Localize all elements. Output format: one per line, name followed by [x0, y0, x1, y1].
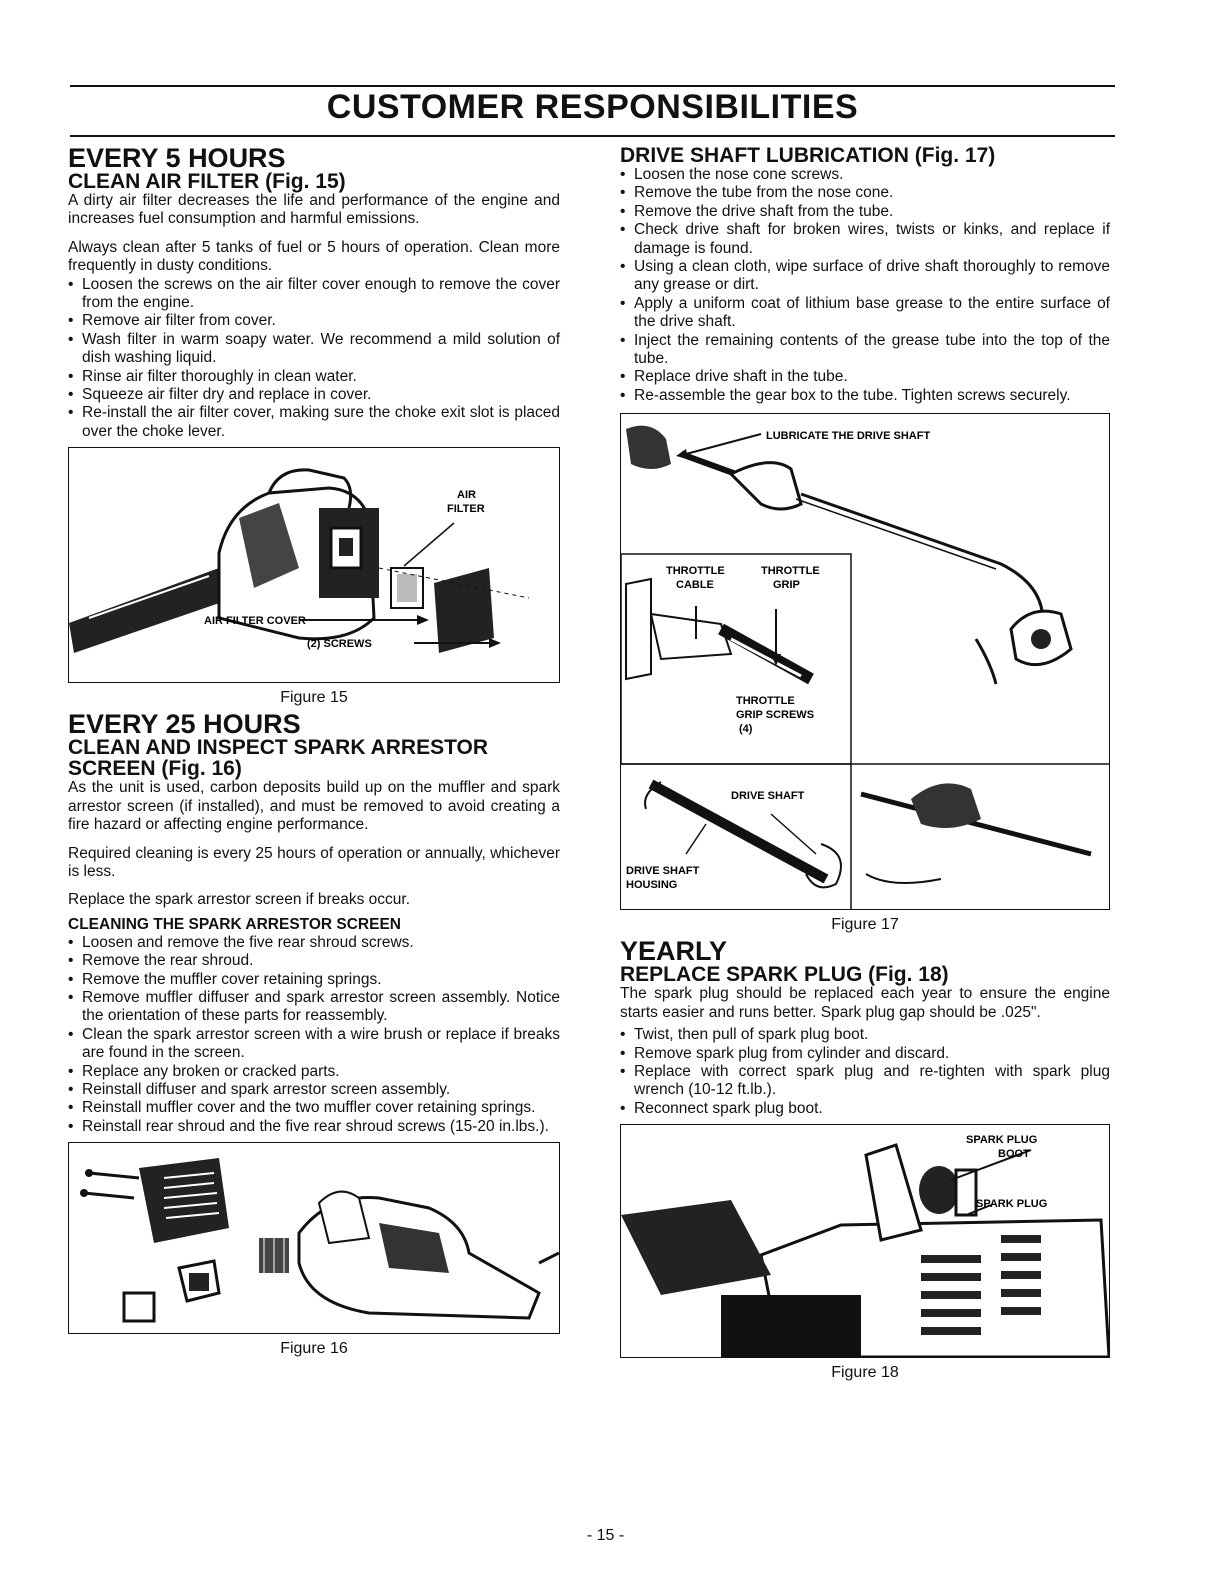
list-item: • Squeeze air filter dry and replace in cover.: [68, 386, 560, 404]
list-item: • Remove muffler diffuser and spark arrestor screen assembly. Notice the orientation of these parts for reassembly.: [68, 989, 560, 1026]
list-item: • Apply a uniform coat of lithium base grease to the entire surface of the drive shaft.: [620, 295, 1110, 332]
list-item: • Reinstall rear shroud and the five rear shroud screws (15-20 in.lbs.).: [68, 1118, 560, 1136]
top-rule: [70, 85, 1115, 87]
figure-18-caption: Figure 18: [831, 1364, 899, 1382]
figure-16-caption: Figure 16: [280, 1340, 348, 1358]
list-item: • Clean the spark arrestor screen with a wire brush or replace if breaks are found in the screen.: [68, 1026, 560, 1063]
list-item: • Check drive shaft for broken wires, twists or kinks, and replace if damage is found.: [620, 221, 1110, 258]
list-item: • Remove air filter from cover.: [68, 312, 560, 330]
figure-17-caption: Figure 17: [831, 916, 899, 934]
list-item: • Remove the drive shaft from the tube.: [620, 203, 1110, 221]
yearly-heading: YEARLY: [620, 936, 728, 967]
fig15-label-air: AIR: [457, 489, 476, 502]
fig17-label-throttle-grip-screws-3: (4): [739, 723, 753, 736]
fig17-label-lubricate: LUBRICATE THE DRIVE SHAFT: [766, 430, 931, 443]
figure-17: [620, 413, 1110, 910]
air-filter-frequency: Always clean after 5 tanks of fuel or 5 hours of operation. Clean more frequently in dusty conditions.: [68, 238, 560, 275]
fig17-label-throttle-1: THROTTLE: [666, 565, 725, 578]
page-title: CUSTOMER RESPONSIBILITIES: [326, 88, 859, 126]
fig18-label-boot-1: SPARK PLUG: [966, 1134, 1038, 1147]
clean-air-filter-heading: CLEAN AIR FILTER (Fig. 15): [68, 170, 346, 193]
spark-arrestor-steps: [68, 934, 560, 1136]
list-item: • Wash filter in warm soapy water. We recommend a mild solution of dish washing liquid.: [68, 331, 560, 368]
list-item: • Reconnect spark plug boot.: [620, 1100, 1110, 1118]
every-5-hours-heading: EVERY 5 HOURS: [68, 143, 286, 173]
fig17-label-throttle-2: THROTTLE: [761, 565, 820, 578]
spark-arrestor-illustration: [69, 1143, 559, 1333]
list-item: • Replace any broken or cracked parts.: [68, 1063, 560, 1081]
spark-arrestor-heading-1: CLEAN AND INSPECT SPARK ARRESTOR: [68, 736, 489, 760]
fig18-label-spark-plug: SPARK PLUG: [976, 1198, 1048, 1211]
page-number: - 15 -: [586, 1527, 625, 1544]
list-item: • Loosen the nose cone screws.: [620, 166, 1110, 184]
every-25-hours-heading: EVERY 25 HOURS: [68, 709, 301, 740]
right-column: [620, 145, 1110, 1382]
title-underline: [70, 135, 1115, 137]
list-item: • Remove spark plug from cylinder and discard.: [620, 1045, 1110, 1063]
replace-spark-plug-heading: REPLACE SPARK PLUG (Fig. 18): [620, 963, 949, 987]
list-item: • Remove the rear shroud.: [68, 952, 560, 970]
fig17-label-cable: CABLE: [676, 579, 714, 592]
fig17-label-throttle-grip-screws-1: THROTTLE: [736, 695, 795, 708]
fig17-label-drive-shaft: DRIVE SHAFT: [731, 790, 805, 803]
fig17-label-drive-shaft-housing-2: HOUSING: [626, 879, 678, 892]
fig15-label-screws: (2) SCREWS: [307, 638, 372, 651]
spark-arrestor-replace: Replace the spark arrestor screen if breaks occur.: [68, 891, 411, 909]
figure-15-caption: Figure 15: [280, 689, 348, 707]
air-filter-illustration: [69, 448, 559, 682]
list-item: • Re-install the air filter cover, making sure the choke exit slot is placed over the choke lever.: [68, 404, 560, 441]
list-item: • Reinstall diffuser and spark arrestor screen assembly.: [68, 1081, 560, 1099]
spark-arrestor-heading-2: SCREEN (Fig. 16): [68, 757, 242, 781]
spark-plug-steps: [620, 1026, 1110, 1118]
list-item: • Loosen and remove the five rear shroud screws.: [68, 934, 560, 952]
air-filter-intro: A dirty air filter decreases the life and performance of the engine and increases fuel consumption and harmful emissions.: [68, 192, 560, 228]
fig17-label-throttle-grip-screws-2: GRIP SCREWS: [736, 709, 815, 722]
list-item: • Inject the remaining contents of the grease tube into the top of the tube.: [620, 332, 1110, 369]
list-item: • Using a clean cloth, wipe surface of drive shaft thoroughly to remove any grease or dirt.: [620, 258, 1110, 295]
list-item: • Reinstall muffler cover and the two muffler cover retaining springs.: [68, 1099, 560, 1117]
fig15-label-cover: AIR FILTER COVER: [204, 615, 306, 628]
fig18-label-boot-2: BOOT: [998, 1148, 1030, 1161]
spark-arrestor-intro: As the unit is used, carbon deposits build up on the muffler and spark arrestor screen (if installed), and must be removed to avoid creating a fire hazard or affecting engine performance.: [68, 779, 560, 834]
list-item: • Remove the muffler cover retaining springs.: [68, 971, 560, 989]
spark-arrestor-frequency: Required cleaning is every 25 hours of operation or annually, whichever is less.: [68, 844, 560, 880]
figure-15: [68, 447, 560, 683]
fig17-label-drive-shaft-housing-1: DRIVE SHAFT: [626, 865, 700, 878]
figure-18: [620, 1124, 1110, 1358]
spark-plug-illustration: [621, 1125, 1109, 1357]
drive-shaft-lubrication-heading: DRIVE SHAFT LUBRICATION (Fig. 17): [620, 144, 996, 167]
figure-16: [68, 1142, 560, 1334]
list-item: • Rinse air filter thoroughly in clean water.: [68, 368, 560, 386]
air-filter-steps: [68, 276, 560, 442]
fig15-label-filter: FILTER: [447, 503, 485, 516]
left-column: [68, 145, 560, 1358]
cleaning-spark-arrestor-heading: CLEANING THE SPARK ARRESTOR SCREEN: [68, 915, 401, 933]
list-item: • Replace drive shaft in the tube.: [620, 368, 1110, 386]
spark-plug-intro: The spark plug should be replaced each year to ensure the engine starts easier and runs better. Spark plug gap should be .025".: [620, 985, 1110, 1021]
list-item: • Replace with correct spark plug and re-tighten with spark plug wrench (10-12 ft.lb.).: [620, 1063, 1110, 1100]
fig17-label-grip: GRIP: [773, 579, 800, 592]
drive-shaft-illustration: [621, 414, 1109, 909]
drive-shaft-steps: [620, 166, 1110, 405]
list-item: • Loosen the screws on the air filter cover enough to remove the cover from the engine.: [68, 276, 560, 313]
list-item: • Twist, then pull of spark plug boot.: [620, 1026, 1110, 1044]
list-item: • Re-assemble the gear box to the tube. Tighten screws securely.: [620, 387, 1110, 405]
list-item: • Remove the tube from the nose cone.: [620, 184, 1110, 202]
